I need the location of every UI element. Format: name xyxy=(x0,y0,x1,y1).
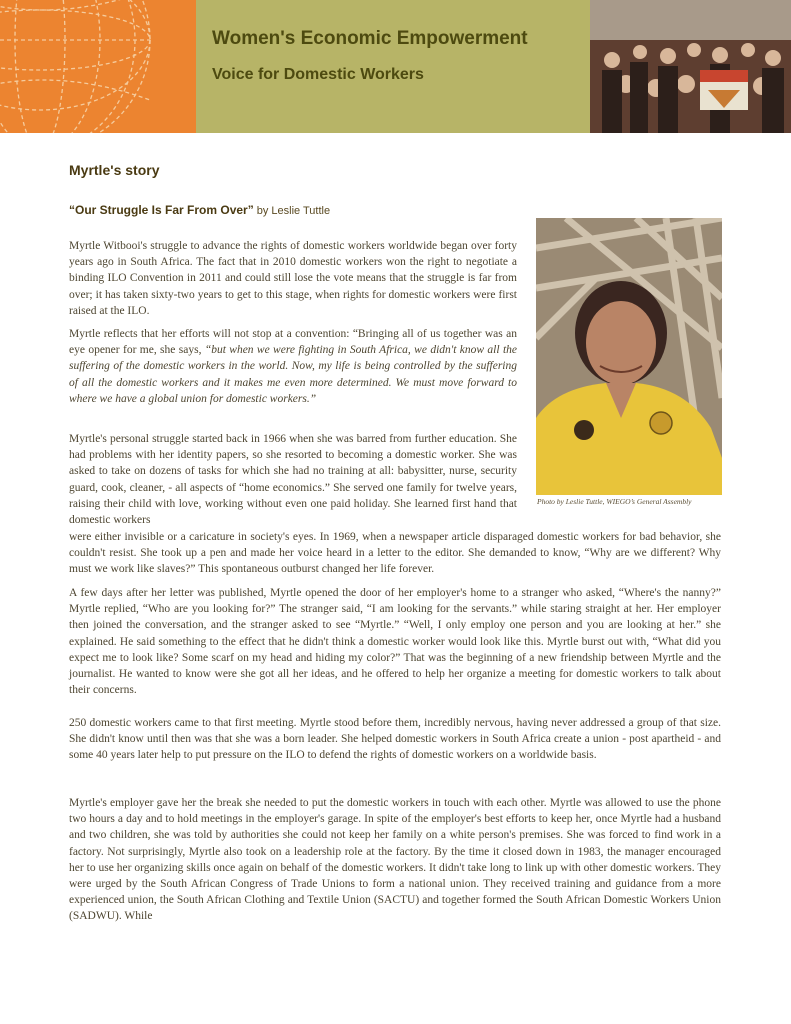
paragraph-3a: Myrtle's personal struggle started back in 1966 when she was barred from further education. She had problems with her identity papers, so she resorted to becoming a domestic worker. She was asked to take on dozens of tasks for which she had no training at all: babysitter, nurse, security guard, cook, cleaner, - all aspects of “home economics.” She served one family for twelve years, raising their child with love, working without even one paid holiday. She learned first hand that domestic workers xyxy=(69,433,517,527)
paragraph-2-quote: “but when we were fighting in South Africa, we didn't know all the suffering of the domestic workers in the world. Now, my life is being controlled by the suffering of all the domestic workers and it makes me even more determined. We must move forward to where we have a global union for domestic workers.” xyxy=(69,344,517,405)
paragraph-1: Myrtle Witbooi's struggle to advance the rights of domestic workers worldwide began over forty years ago in South Africa. The fact that in 2010 domestic workers won the right to negotiate a binding ILO Convention in 2011 and could still lose the vote means that the struggle is far from over; it has taken sixty-two years to get to this stage, when rights for domestic workers were first raised at the ILO. xyxy=(69,240,517,317)
paragraph-3b: were either invisible or a caricature in society's eyes. In 1969, when a newspaper article disparaged domestic workers for bad behavior, she couldn't resist. She took up a pen and made her voice heard in a letter to the editor. She demanded to know, “Why are we different? Why must we work like slaves?” This spontaneous outburst changed her life forever. xyxy=(69,531,721,576)
paragraph-6: Myrtle's employer gave her the break she needed to put the domestic workers in touch with each other. Myrtle was allowed to use the phone two hours a day and to hold meetings in the employer's garage. In spite of the employer's best efforts to keep her, once Myrtle had a husband and two children, she was told by authorities she could not keep her family on a white person's premises. She was forced to find work in a factory. Not surprisingly, Myrtle also took on a leadership role at the factory. By the time it closed down in 1983, the manager encouraged her to use her organizing skills once again on behalf of the domestic workers. It didn't take long to link up with other domestic workers. They were urged by the South African Congress of Trade Unions to form a national union. They received training and guidance from a more experienced union, the South African Clothing and Textile Union (SACTU) and together formed the South African Domestic Workers Union (SADWU). While xyxy=(69,797,721,923)
group-photo xyxy=(590,0,791,133)
section-title: Myrtle's story xyxy=(69,162,160,178)
portrait-image xyxy=(536,218,722,495)
globe-lines-icon xyxy=(0,0,196,133)
article-title: “Our Struggle Is Far From Over” xyxy=(69,203,254,217)
article-byline: by Leslie Tuttle xyxy=(256,205,331,217)
paragraph-2-intro: Myrtle reflects that her efforts will not stop at a convention: “Bringing all of us together was an eye opener for me, she says, xyxy=(69,328,517,357)
header-title: Women's Economic Empowerment xyxy=(212,28,528,49)
portrait-photo xyxy=(536,218,722,495)
paragraph-4: A few days after her letter was published, Myrtle opened the door of her employer's home to a stranger who asked, “Where's the nanny?” Myrtle replied, “Who are you looking for?” The stranger said, “I am looking for the servants.” while staring straight at her. Her employer then joined the conversation, and the stranger asked to see “Myrtle.” “Well, I only employ one person and you are looking at her.” she explained. He said something to the effect that he didn't think a domestic worker would look like this. Myrtle burst out with, “What did you expect me to look like? Some scarf on my head and hiding my color?” That was the beginning of a new friendship between Myrtle and the journalist. He wanted to know were she got all her ideas, and he offered to help her organize a meeting for domestic workers to talk about their concerns. xyxy=(69,587,721,697)
article-heading xyxy=(69,203,330,218)
paragraph-5: 250 domestic workers came to that first meeting. Myrtle stood before them, incredibly nervous, having never addressed a group of that size. She didn't know until then was that she was a born leader. She helped domestic workers in South Africa create a union - post apartheid - and some 40 years later help to put pressure on the ILO to defend the rights of domestic workers on a worldwide basis. xyxy=(69,717,721,762)
photo-caption: Photo by Leslie Tuttle, WIEGO’s General Assembly xyxy=(537,497,692,506)
page-header xyxy=(0,0,791,133)
header-subtitle: Voice for Domestic Workers xyxy=(212,66,424,83)
group-photo-image xyxy=(590,0,791,133)
paragraph-2 xyxy=(69,326,517,407)
globe-graphic xyxy=(0,0,196,133)
